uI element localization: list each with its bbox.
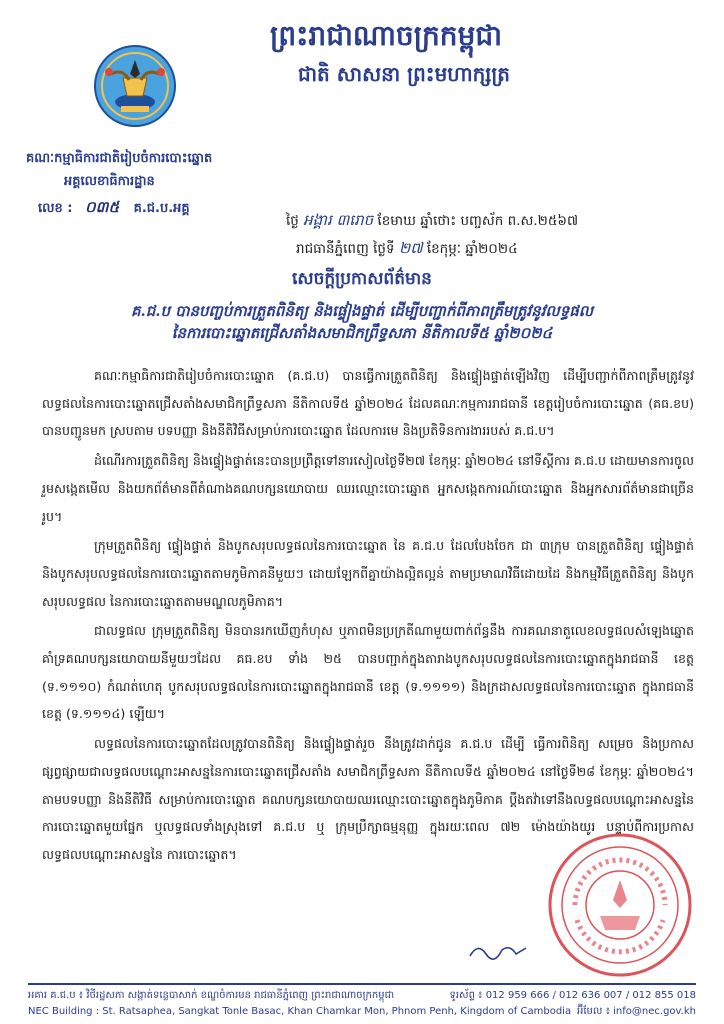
body-paragraph-5: លទ្ធផលនៃការបោះឆ្នោតដែលត្រូវបានពិនិត្យ និងផ្ទៀងផ្ទាត់រួច នឹងត្រូវដាក់ជូន គ.ជ.ប ដើម្បី ធ្វើការពិនិត្យ សម្រេច និងប្រកាសផ្សព្វផ្សាយជាលទ្ធផលបណ្តោះអាសន្ននៃការបោះឆ្នោតជ្រើសតាំង សមាជិកព្រឹទ្ធសភា នីតិកាលទី៥ ឆ្នាំ២០២៤ នៅថ្ងៃទី២៨ ខែកុម្ភៈ ឆ្នាំ២០២៤។ តាមបទបញ្ញា និងនីតិវិធី សម្រាប់ការបោះឆ្នោត គណបក្សនយោបាយឈរឈ្មោះបោះឆ្នោតក្នុងភូមិភាគ ប្តឹងតវ៉ាទៅនឹងលទ្ធផលបណ្តោះអាសន្ននៃការបោះឆ្នោតមួយផ្នែក ឬលទ្ធផលទាំងស្រុងទៅ គ.ជ.ប ឬ ក្រុមប្រឹក្សាធម្មនុញ្ញ ក្នុងរយៈពេល ៧២ ម៉ោងយ៉ាងយូរ បន្ទាប់ពីការប្រកាសលទ្ធផលបណ្តោះអាសន្ននៃ ការបោះឆ្នោត។ <box>42 736 694 862</box>
kingdom-title: ព្រះរាជាណាចក្រកម្ពុជា <box>270 19 503 52</box>
ref-number: ០៣៥ <box>85 198 120 216</box>
footer-address-en: NEC Building : St. Ratsaphea, Sangkat Tonle Basac, Khan Chamkar Mon, Phnom Penh, Kingdom of Cambodia <box>28 1006 572 1017</box>
national-motto: ជាតិ សាសនា ព្រះមហាក្សត្រ <box>298 62 510 86</box>
lunar-prefix: ថ្ងៃ <box>286 213 299 229</box>
lunar-date <box>286 211 706 233</box>
announcement-title-block <box>20 268 704 345</box>
lunar-day: អង្គារ ៣រោច <box>303 211 374 229</box>
body-paragraph-3: ក្រុមត្រួតពិនិត្យ ផ្ទៀងផ្ទាត់ និងបូកសរុបលទ្ធផលនៃការបោះឆ្នោត នៃ គ.ជ.ប ដែលបែងចែក ជា ៣ក្រុម បានត្រួតពិនិត្យ ផ្ទៀងផ្ទាត់ និងបូកសរុបលទ្ធផលនៃការបោះឆ្នោតតាមភូមិភាគនីមួយៗ ដោយឡែកពីគ្នាយ៉ាងល្អិតល្អន់ តាមប្រមាណវិធីដោយដៃ និងកម្មវិធីត្រួតពិនិត្យ និងបូកសរុបលទ្ធផល នៃការបោះឆ្នោតតាមមណ្ឌលភូមិភាគ។ <box>42 538 694 609</box>
footer-divider <box>28 983 696 985</box>
footer <box>28 988 696 1020</box>
kingdom-heading <box>270 18 710 91</box>
footer-email-group <box>577 1004 696 1020</box>
ref-suffix: គ.ជ.ប.អគ្គ <box>133 201 190 216</box>
footer-row-english <box>28 1004 696 1020</box>
org-name: គណៈកម្មាធិការជាតិរៀបចំការបោះឆ្នោត <box>26 151 213 166</box>
footer-address-kh: អគារ គ.ជ.ប ៖ វិថីរដ្ឋសភា សង្កាត់ទន្លេបាសាក់ ខណ្ឌចំការមន រាជធានីភ្នំពេញ ព្រះរាជាណាចក្រកម្ពុជា <box>28 990 395 1001</box>
solar-day: ២៧ <box>398 239 423 257</box>
reference-number-row <box>38 198 286 220</box>
announcement-subtitle <box>20 301 704 345</box>
announcement-title: សេចក្តីប្រកាសព័ត៌មាន <box>292 269 432 289</box>
handwritten-signature <box>468 940 528 966</box>
email-label: អ៊ីមែល ៖ <box>577 1006 610 1017</box>
phone-numbers: 012 959 666 / 012 636 007 / 012 855 018 <box>485 990 696 1001</box>
solar-prefix: រាជធានីភ្នំពេញ ថ្ងៃទី <box>296 241 395 257</box>
solar-date <box>296 239 706 261</box>
subtitle-line-1: គ.ជ.ប បានបញ្ចប់ការត្រួតពិនិត្យ និងផ្ទៀងផ្ទាត់ ដើម្បីបញ្ជាក់ពីភាពត្រឹមត្រូវនូវលទ្ធផល <box>130 302 594 320</box>
nec-emblem-logo <box>93 44 177 128</box>
body-paragraph-2: ដំណើរការត្រួតពិនិត្យ និងផ្ទៀងផ្ទាត់នេះបានប្រព្រឹត្តទៅនារសៀលថ្ងៃទី២៧ ខែកុម្ភៈ ឆ្នាំ២០២៤ នៅទីស្តីការ គ.ជ.ប ដោយមានការចូលរួមសង្កេតមើល និងយកព័ត៌មានពីតំណាងគណបក្សនយោបាយ ឈរឈ្មោះបោះឆ្នោត អ្នកសង្កេតការណ៍បោះឆ្នោត និងអ្នកសារព័ត៌មានជាច្រើនរូប។ <box>42 453 694 524</box>
solar-rest: ខែកុម្ភៈ ឆ្នាំ២០២៤ <box>426 241 518 257</box>
official-seal <box>545 830 695 980</box>
issuing-organization <box>26 150 286 220</box>
announcement-body <box>42 362 694 871</box>
footer-row-khmer <box>28 988 696 1004</box>
subtitle-line-2: នៃការបោះឆ្នោតជ្រើសតាំងសមាជិកព្រឹទ្ធសភា នីតិកាលទី៥ ឆ្នាំ២០២៤ <box>171 323 553 342</box>
ref-label: លេខ : <box>38 201 73 216</box>
email-address: info@nec.gov.kh <box>613 1006 696 1017</box>
body-paragraph-1: គណៈកម្មាធិការជាតិរៀបចំការបោះឆ្នោត (គ.ជ.ប) បានធ្វើការត្រួតពិនិត្យ និងផ្ទៀងផ្ទាត់ឡើងវិញ ដើម្បីបញ្ជាក់ពីភាពត្រឹមត្រូវនូវលទ្ធផលនៃការបោះឆ្នោតជ្រើសតាំងសមាជិកព្រឹទ្ធសភា នីតិកាលទី៥ ឆ្នាំ២០២៤ ដែលគណៈកម្មការរាជធានី ខេត្តរៀបចំការបោះឆ្នោត (គធ.ខប) បានបញ្ជូនមក ស្របតាម បទបញ្ញា និងនីតិវិធីសម្រាប់ការបោះឆ្នោត ដែលការមេ និងប្រតិទិនការងាររបស់ គ.ជ.ប។ <box>42 368 694 439</box>
footer-phone-group <box>450 988 696 1004</box>
org-department: អគ្គលេខាធិការដ្ឋាន <box>64 174 155 189</box>
lunar-rest: ខែមាឃ ឆ្នាំថោះ បញ្ចស័ក ព.ស.២៥៦៧ <box>377 213 579 229</box>
phone-label: ទូរស័ព្ទ ៖ <box>449 990 483 1001</box>
date-block <box>286 211 706 261</box>
body-paragraph-4: ជាលទ្ធផល ក្រុមត្រួតពិនិត្យ មិនបានរកឃើញកំហុស ឬភាពមិនប្រក្រតីណាមួយពាក់ព័ន្ធនឹង ការគណនាតួលេខលទ្ធផលសំឡេងឆ្នោតគាំទ្រគណបក្សនយោបាយនីមួយៗដែល គធ.ខប ទាំង ២៥ បានបញ្ជាក់ក្នុងតារាងបូកសរុបលទ្ធផលនៃការបោះឆ្នោតក្នុងរាជធានី ខេត្ត (ទ.១១១០) កំណត់ហេតុ បូកសរុបលទ្ធផលនៃការបោះឆ្នោតក្នុងរាជធានី ខេត្ត (ទ.១១១១) និងក្រដាសលទ្ធផលនៃការបោះឆ្នោត ក្នុងរាជធានី ខេត្ត (ទ.១១១៤) ឡើយ។ <box>42 623 694 722</box>
